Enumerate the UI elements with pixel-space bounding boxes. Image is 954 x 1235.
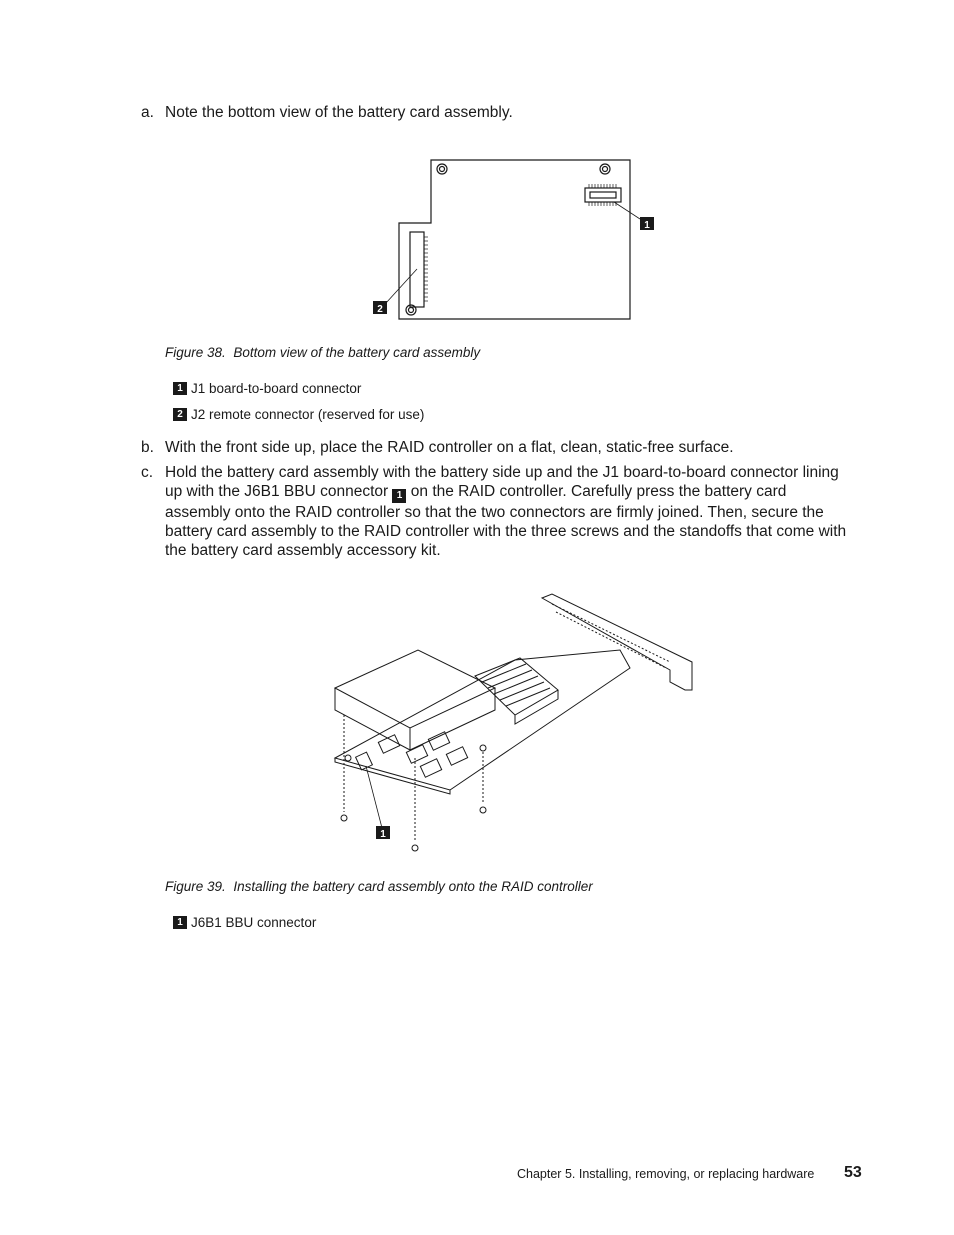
battery-pack: [335, 650, 495, 728]
standoff: [480, 745, 486, 751]
legend-badge: 1: [173, 382, 187, 395]
legend-text: J2 remote connector (reserved for use): [191, 407, 425, 422]
memory-chip: [420, 759, 441, 777]
screw: [412, 845, 418, 851]
figure-38-legend-item-1: [173, 381, 361, 396]
step-c-text-before: Hold the battery card assembly with the battery side up and the J1 board-to-board connector lining up with the J6B1 BBU connector: [165, 464, 839, 500]
mount-hole: [437, 164, 447, 174]
pci-bracket: [542, 594, 692, 690]
screw: [480, 807, 486, 813]
step-a-marker: a.: [141, 104, 154, 121]
figure-39-label: Figure 39.: [165, 879, 226, 894]
figure-38-diagram: [370, 155, 660, 325]
page-number: 53: [844, 1164, 862, 1181]
legend-badge: 2: [173, 408, 187, 421]
figure-38-legend-item-2: [173, 407, 424, 422]
step-c-inline-badge: 1: [392, 489, 406, 503]
legend-text: J1 board-to-board connector: [191, 381, 362, 396]
screw: [341, 815, 347, 821]
figure-38-caption: [165, 345, 480, 360]
figure-38-title: Bottom view of the battery card assembly: [233, 345, 481, 360]
callout-leader: [366, 766, 382, 828]
figure-39-legend-item-1: [173, 915, 316, 930]
step-a-text: Note the bottom view of the battery card assembly.: [165, 104, 513, 121]
mount-hole: [600, 164, 610, 174]
legend-badge: 1: [173, 916, 187, 929]
memory-chip: [428, 732, 449, 750]
figure-39-caption: [165, 879, 593, 894]
footer-chapter: Chapter 5. Installing, removing, or replacing hardware: [517, 1167, 815, 1181]
battery-card-outline: [399, 160, 630, 319]
fig39-callout-1-label: 1: [380, 829, 386, 840]
callout-2-label: 2: [377, 304, 383, 315]
legend-text: J6B1 BBU connector: [191, 915, 317, 930]
callout-1-label: 1: [644, 220, 650, 231]
standoff: [345, 755, 351, 761]
step-c-marker: c.: [141, 464, 154, 481]
figure-38-label: Figure 38.: [165, 345, 226, 360]
figure-39-diagram: [330, 590, 700, 860]
figure-39-title: Installing the battery card assembly onto the RAID controller: [233, 879, 593, 894]
step-c-text: [165, 463, 855, 560]
step-b-marker: b.: [141, 439, 154, 456]
step-b-text: With the front side up, place the RAID controller on a flat, clean, static-free surface.: [165, 439, 734, 456]
step-c-text-after: on the RAID controller. Carefully press the battery card assembly onto the RAID controller so that the two connectors are firmly joined. Then, secure the battery card assembly to the RAID controller with the three screws and the standoffs that come with the battery card assembly accessory kit.: [165, 483, 847, 559]
memory-chip: [378, 735, 399, 753]
memory-chip: [446, 747, 467, 765]
